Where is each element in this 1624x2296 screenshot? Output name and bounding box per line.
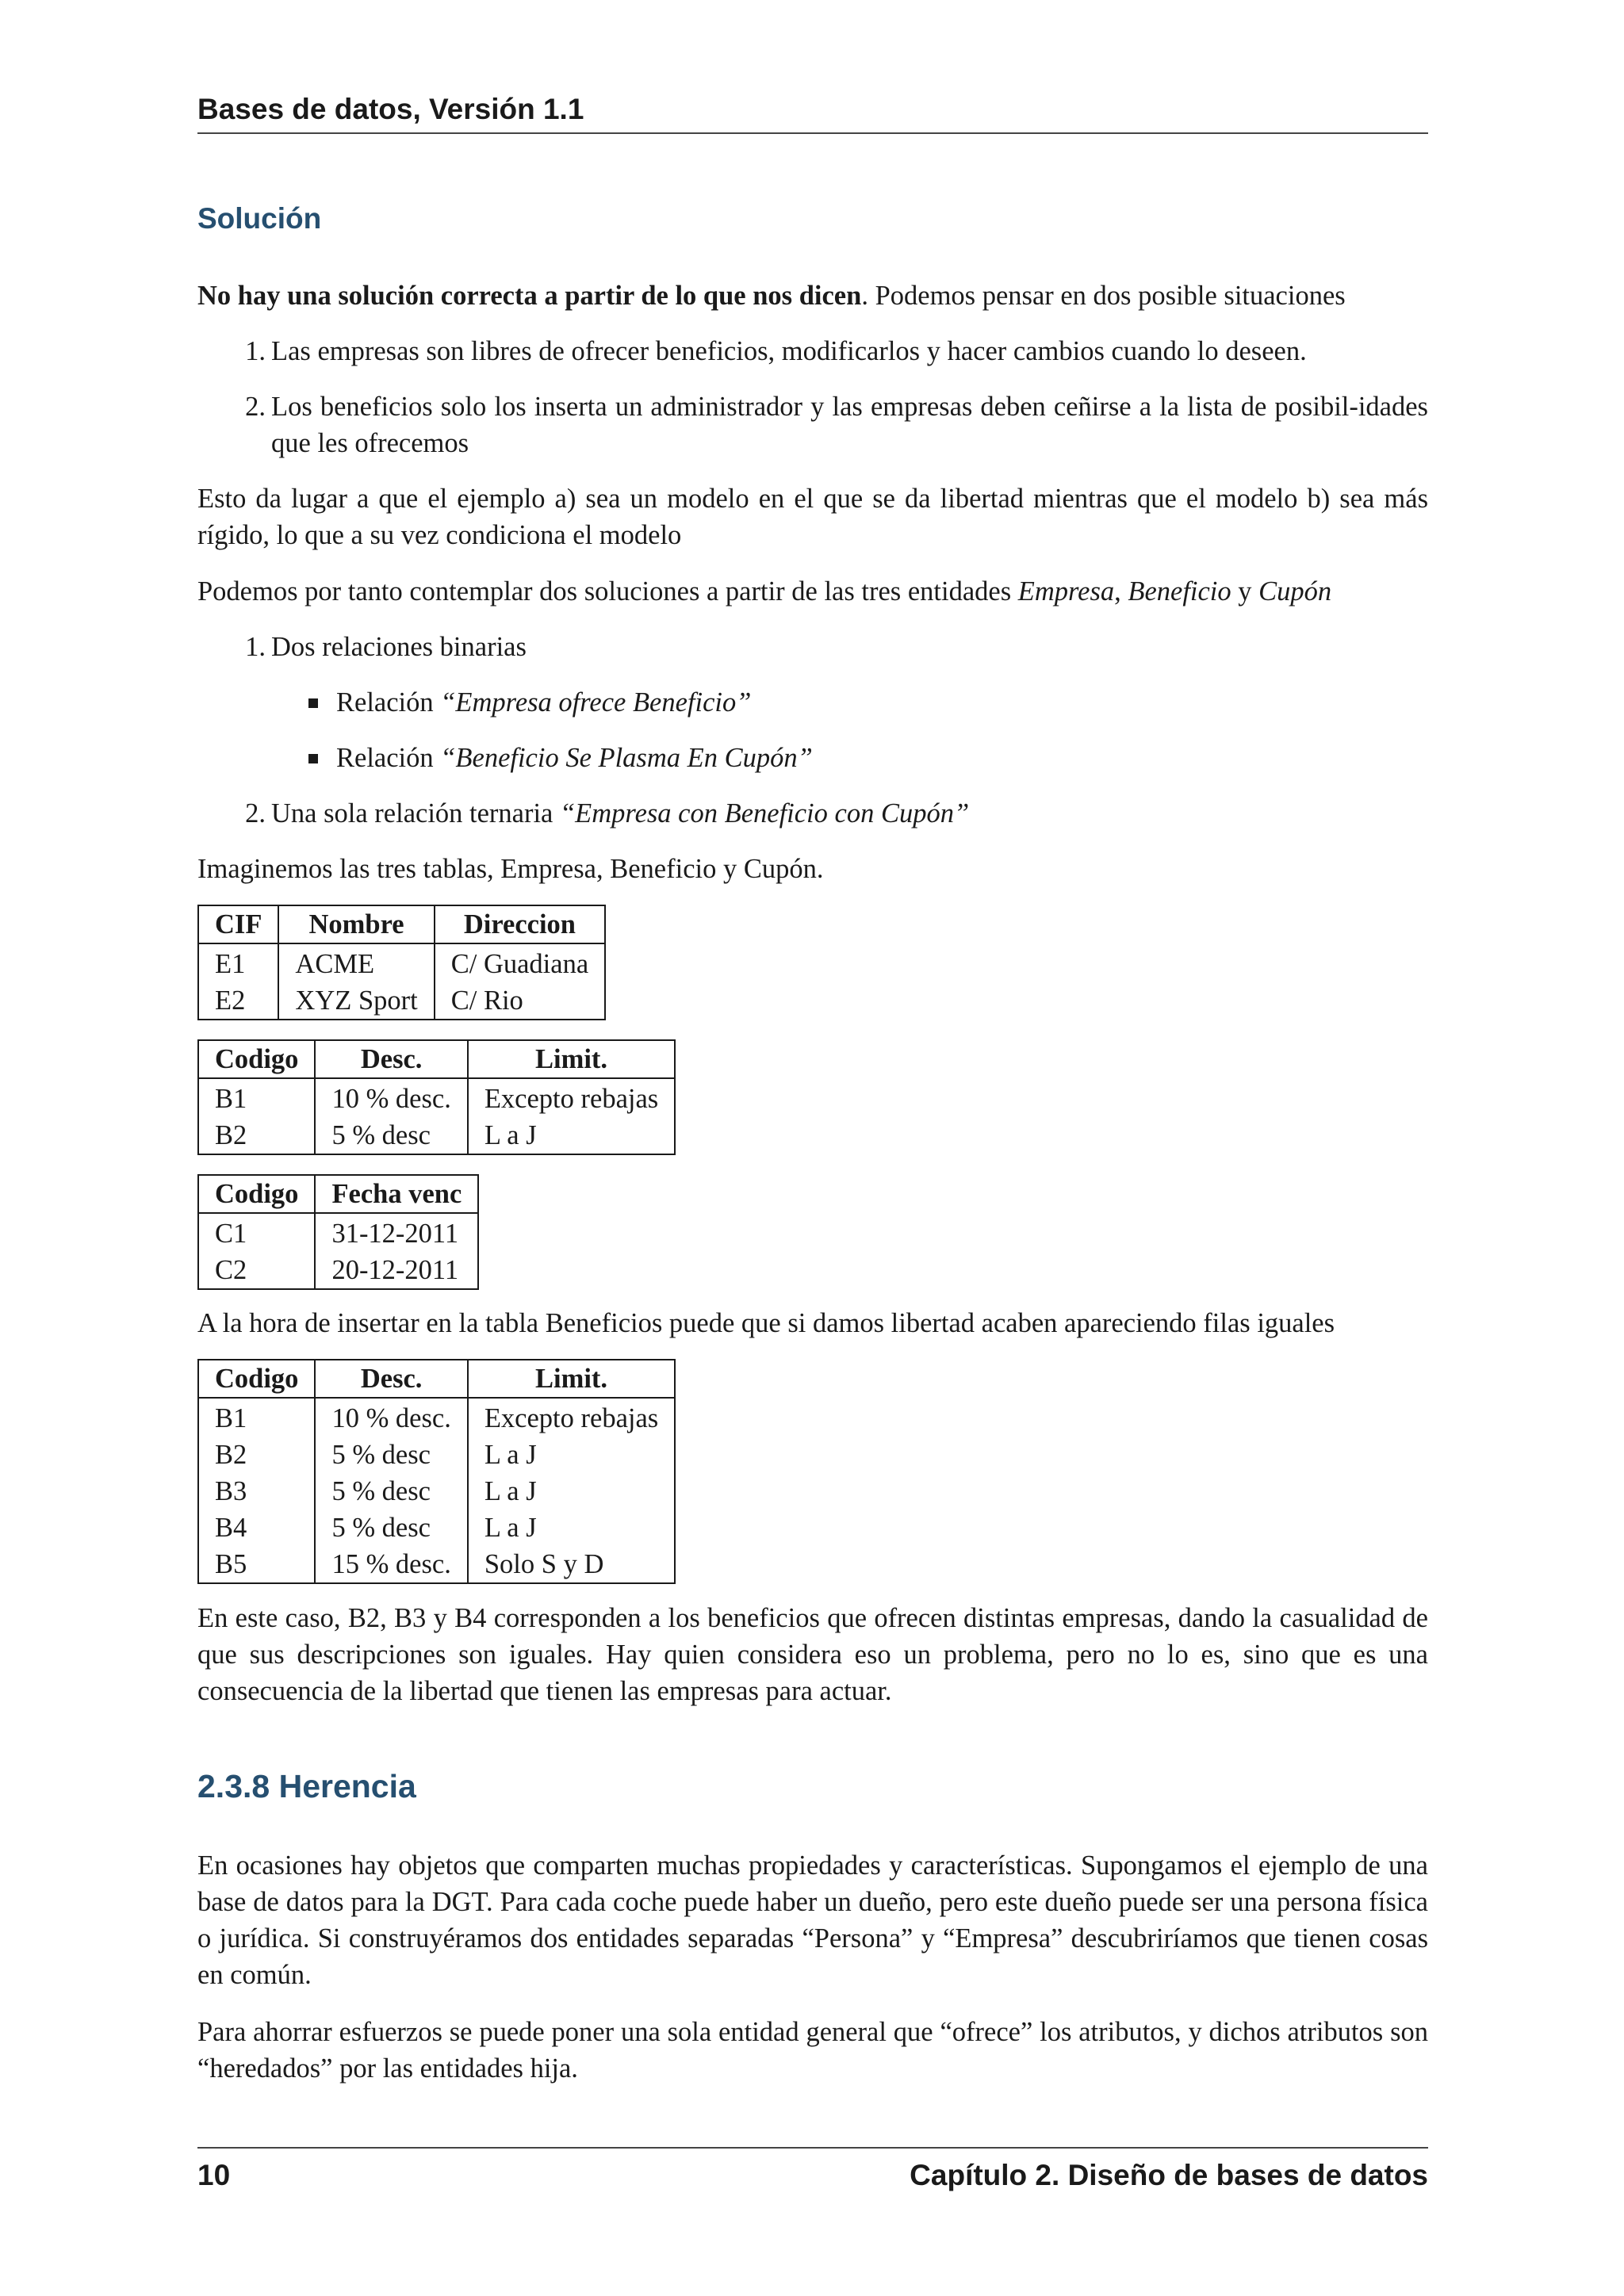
table-cell: Solo S y D bbox=[468, 1546, 675, 1583]
situation-text: Las empresas son libres de ofrecer beneficios, modificarlos y hacer cambios cuando lo deseen. bbox=[271, 336, 1307, 366]
table-cell: B1 bbox=[215, 1084, 247, 1114]
table-row bbox=[198, 1213, 478, 1252]
table-header: Nombre bbox=[278, 905, 434, 943]
chapter-title: Capítulo 2. Diseño de bases de datos bbox=[910, 2159, 1428, 2191]
situation-number: 1. bbox=[245, 336, 266, 366]
table-cell: C2 bbox=[215, 1255, 247, 1285]
table-cell: 10 % desc. bbox=[315, 1398, 467, 1437]
table-cell: B1 bbox=[215, 1403, 247, 1433]
entities-text: Podemos por tanto contemplar dos soluciones a partir de las tres entidades bbox=[197, 576, 1018, 607]
table-cell: 10 % desc. bbox=[315, 1078, 467, 1117]
table-cell: E1 bbox=[215, 949, 246, 979]
table-header: Limit. bbox=[468, 1360, 675, 1398]
solution-heading: Solución bbox=[197, 202, 322, 235]
herencia-paragraph-1: En ocasiones hay objetos que comparten muchas propiedades y características. Supongamos el ejemplo de una base de datos para la DGT. Para cada coche puede haber un dueño, pero este dueño puede ser una persona física o jurídica. Si construyéramos dos entidades separadas “Persona” y “Empresa” descubriríamos que tienen cosas en común. bbox=[197, 1850, 1428, 1990]
herencia-paragraph-2: Para ahorrar esfuerzos se puede poner una sola entidad general que “ofrece” los atributos, y dichos atributos son “heredados” por las entidades hija. bbox=[197, 2017, 1428, 2084]
solution-intro-bold: No hay una solución correcta a partir de lo que nos dicen bbox=[197, 281, 862, 311]
table-cell: Excepto rebajas bbox=[468, 1078, 675, 1117]
models-paragraph: Esto da lugar a que el ejemplo a) sea un modelo en el que se da libertad mientras que el modelo b) sea más rígido, lo que a su vez condiciona el modelo bbox=[197, 484, 1428, 550]
entity-empresa: Empresa bbox=[1017, 576, 1115, 607]
bullet-relation: “Beneficio Se Plasma En Cupón” bbox=[440, 743, 813, 773]
table-cell: 5 % desc bbox=[315, 1473, 467, 1510]
solution-intro bbox=[197, 277, 1428, 314]
table-cell: L a J bbox=[468, 1117, 675, 1154]
table-cell: L a J bbox=[468, 1510, 675, 1546]
bullet-square-icon bbox=[308, 754, 318, 763]
table-cell: 5 % desc bbox=[315, 1117, 467, 1154]
section-heading-herencia: 2.3.8 Herencia bbox=[197, 1768, 416, 1804]
bullet-text bbox=[336, 740, 813, 776]
table-header: Codigo bbox=[198, 1040, 315, 1078]
situation-number: 2. bbox=[245, 392, 266, 422]
table-cell: B4 bbox=[215, 1513, 247, 1543]
table-row bbox=[198, 1546, 675, 1583]
table-header: Codigo bbox=[198, 1175, 315, 1213]
table-cell: B2 bbox=[215, 1440, 247, 1470]
empresa-table bbox=[197, 905, 606, 1020]
case-paragraph: En este caso, B2, B3 y B4 corresponden a los beneficios que ofrecen distintas empresas, dando la casualidad de que sus descripciones son iguales. Hay quien considera eso un problema, pero no lo es, sino que es una consecuencia de la libertad que tienen las empresas para actuar. bbox=[197, 1603, 1428, 1706]
table-cell: 5 % desc bbox=[315, 1437, 467, 1473]
table-header: Direccion bbox=[435, 905, 605, 943]
entity-and: y bbox=[1231, 576, 1259, 607]
table-cell: L a J bbox=[468, 1437, 675, 1473]
table-cell: XYZ Sport bbox=[278, 982, 434, 1020]
table-cell: B2 bbox=[215, 1120, 247, 1150]
solution-text: Dos relaciones binarias bbox=[271, 632, 527, 662]
table-row bbox=[198, 982, 605, 1020]
solution-intro-rest: . Podemos pensar en dos posible situaciones bbox=[861, 281, 1346, 311]
bullet-relation: “Empresa ofrece Beneficio” bbox=[440, 687, 752, 718]
table-cell: 5 % desc bbox=[315, 1510, 467, 1546]
table-cell: C/ Rio bbox=[435, 982, 605, 1020]
table-cell: L a J bbox=[468, 1473, 675, 1510]
table-header: Codigo bbox=[198, 1360, 315, 1398]
table-row bbox=[198, 1473, 675, 1510]
table-cell: 31-12-2011 bbox=[315, 1213, 478, 1252]
insert-paragraph: A la hora de insertar en la tabla Beneficios puede que si damos libertad acaben apareciendo filas iguales bbox=[197, 1308, 1335, 1338]
entity-comma: , bbox=[1114, 576, 1121, 607]
table-row bbox=[198, 943, 605, 982]
table-row bbox=[198, 1117, 675, 1154]
table-cell: C1 bbox=[215, 1219, 247, 1249]
solution-relation: “Empresa con Beneficio con Cupón” bbox=[560, 798, 970, 828]
entity-beneficio: Beneficio bbox=[1128, 576, 1231, 607]
table-header: Fecha venc bbox=[315, 1175, 478, 1213]
solution-number: 2. bbox=[245, 798, 266, 828]
footer-rule bbox=[197, 2147, 1428, 2149]
table-cell: E2 bbox=[215, 985, 246, 1016]
table-cell: B5 bbox=[215, 1549, 247, 1579]
situation-text: Los beneficios solo los inserta un administrador y las empresas deben ceñirse a la lista de posibil-idades que les ofrecemos bbox=[271, 392, 1428, 458]
table-header: CIF bbox=[198, 905, 278, 943]
entity-cupon: Cupón bbox=[1258, 576, 1332, 607]
table-cell: Excepto rebajas bbox=[468, 1398, 675, 1437]
tables-paragraph: Imaginemos las tres tablas, Empresa, Beneficio y Cupón. bbox=[197, 854, 824, 884]
table-cell: 15 % desc. bbox=[315, 1546, 467, 1583]
solution-number: 1. bbox=[245, 632, 266, 662]
table-cell: 20-12-2011 bbox=[315, 1252, 478, 1289]
beneficio-table bbox=[197, 1039, 676, 1155]
beneficios-extended-table bbox=[197, 1359, 676, 1584]
entities-paragraph bbox=[197, 573, 1428, 610]
cupon-table bbox=[197, 1174, 479, 1290]
table-row bbox=[198, 1252, 478, 1289]
table-row bbox=[198, 1510, 675, 1546]
bullet-text bbox=[336, 684, 751, 721]
table-header: Desc. bbox=[315, 1040, 467, 1078]
solution-text bbox=[271, 795, 1428, 832]
table-cell: C/ Guadiana bbox=[435, 943, 605, 982]
table-cell: ACME bbox=[278, 943, 434, 982]
table-row bbox=[198, 1437, 675, 1473]
header-rule bbox=[197, 132, 1428, 134]
bullet-label: Relación bbox=[336, 687, 441, 718]
table-row bbox=[198, 1398, 675, 1437]
table-header: Limit. bbox=[468, 1040, 675, 1078]
table-cell: B3 bbox=[215, 1476, 247, 1506]
bullet-label: Relación bbox=[336, 743, 441, 773]
page-number: 10 bbox=[197, 2159, 231, 2191]
table-header: Desc. bbox=[315, 1360, 467, 1398]
solution-label: Una sola relación ternaria bbox=[271, 798, 560, 828]
running-header: Bases de datos, Versión 1.1 bbox=[197, 93, 584, 125]
bullet-square-icon bbox=[308, 698, 318, 708]
table-row bbox=[198, 1078, 675, 1117]
